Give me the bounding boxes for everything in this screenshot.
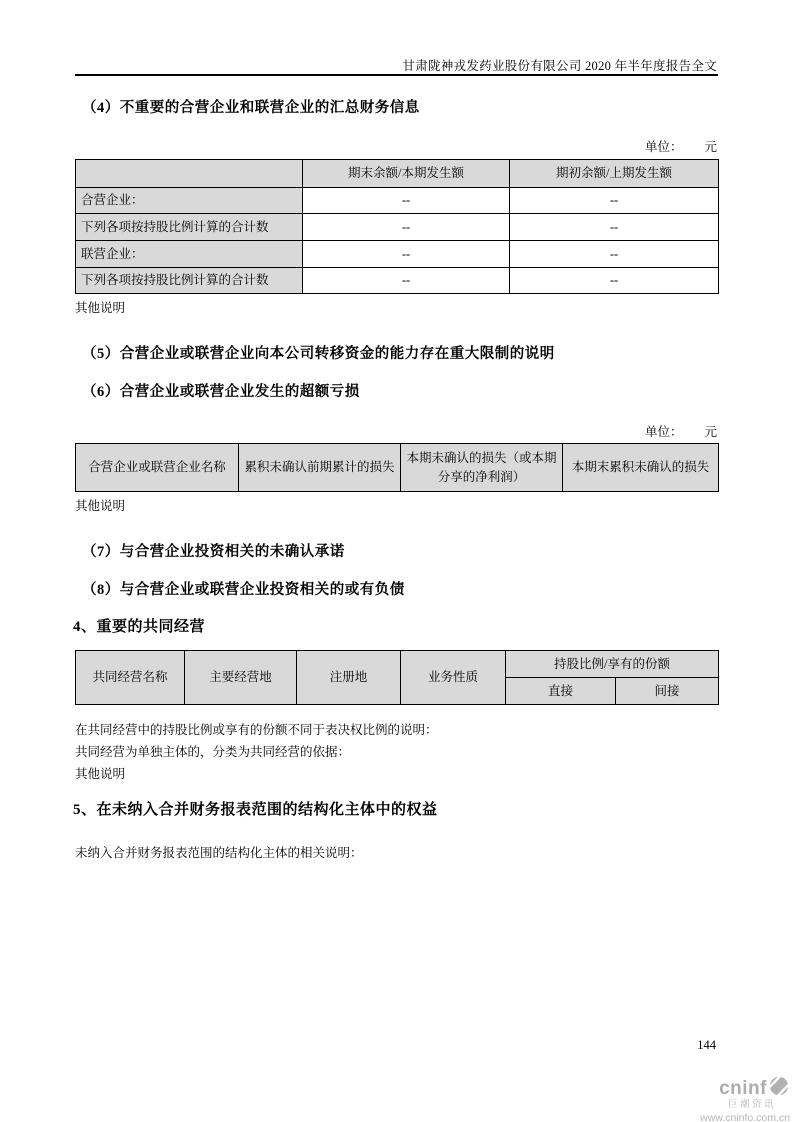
summary-header-empty bbox=[76, 160, 303, 188]
unit-label: 单位： bbox=[644, 425, 683, 439]
joint-header-share-group: 持股比例/享有的份额 bbox=[506, 651, 719, 678]
row-label: 下列各项按持股比例计算的合计数 bbox=[76, 268, 303, 294]
summary-header-beginning: 期初余额/上期发生额 bbox=[510, 160, 719, 188]
section-7-title: （7）与合营企业投资相关的未确认承诺 bbox=[82, 544, 345, 560]
page-number: 144 bbox=[697, 1038, 716, 1052]
section-6-title: （6）合营企业或联营企业发生的超额亏损 bbox=[82, 384, 360, 400]
structured-entity-note: 未纳入合并财务报表范围的结构化主体的相关说明： bbox=[75, 846, 363, 860]
table-row bbox=[76, 188, 719, 214]
row-label: 联营企业： bbox=[76, 241, 303, 268]
section-5-title: （5）合营企业或联营企业向本公司转移资金的能力存在重大限制的说明 bbox=[82, 346, 555, 362]
excess-header-prior: 累积未确认前期累计的损失 bbox=[239, 444, 401, 492]
excess-header-current: 本期未确认的损失（或本期分享的净利润） bbox=[401, 444, 563, 492]
cninfo-logo bbox=[700, 1075, 790, 1122]
summary-header-ending: 期末余额/本期发生额 bbox=[303, 160, 510, 188]
table-row bbox=[76, 214, 719, 241]
unit-value: 元 bbox=[704, 140, 717, 154]
joint-header-name: 共同经营名称 bbox=[76, 651, 185, 705]
cell-value: -- bbox=[303, 214, 510, 241]
section-4-title: （4）不重要的合营企业和联营企业的汇总财务信息 bbox=[82, 100, 420, 116]
cell-value: -- bbox=[510, 241, 719, 268]
row-label: 合营企业： bbox=[76, 188, 303, 214]
summary-financials-table bbox=[75, 159, 719, 294]
cninfo-brand-text: cninf bbox=[719, 1078, 767, 1099]
cell-value: -- bbox=[303, 241, 510, 268]
unit-label: 单位： bbox=[644, 140, 683, 154]
major-section-4-title: 4、重要的共同经营 bbox=[73, 619, 206, 635]
joint-header-registered: 注册地 bbox=[297, 651, 401, 705]
unit-line-2 bbox=[645, 422, 717, 440]
table-row bbox=[76, 241, 719, 268]
row-label: 下列各项按持股比例计算的合计数 bbox=[76, 214, 303, 241]
other-note-1: 其他说明 bbox=[75, 301, 126, 315]
joint-operation-table bbox=[75, 650, 719, 705]
header-rule bbox=[75, 74, 718, 76]
cninfo-url: www.cninfo.com.cn bbox=[700, 1111, 790, 1122]
joint-entity-note: 共同经营为单独主体的，分类为共同经营的依据： bbox=[75, 745, 351, 759]
cell-value: -- bbox=[303, 268, 510, 294]
unit-line-1 bbox=[645, 137, 717, 155]
joint-header-indirect: 间接 bbox=[616, 678, 719, 705]
cell-value: -- bbox=[303, 188, 510, 214]
cell-value: -- bbox=[510, 188, 719, 214]
unit-value: 元 bbox=[704, 425, 717, 439]
other-note-2: 其他说明 bbox=[75, 499, 126, 513]
cninfo-swirl-icon bbox=[768, 1075, 790, 1097]
joint-header-business: 业务性质 bbox=[401, 651, 506, 705]
excess-header-ending: 本期末累积未确认的损失 bbox=[563, 444, 719, 492]
excess-header-name: 合营企业或联营企业名称 bbox=[76, 444, 239, 492]
joint-header-place: 主要经营地 bbox=[185, 651, 297, 705]
major-section-5-title: 5、在未纳入合并财务报表范围的结构化主体中的权益 bbox=[73, 802, 438, 818]
excess-loss-table bbox=[75, 443, 719, 492]
cell-value: -- bbox=[510, 268, 719, 294]
document-header: 甘肃陇神戎发药业股份有限公司 2020 年半年度报告全文 bbox=[402, 59, 717, 73]
cninfo-chinese-name: 巨潮资讯 bbox=[727, 1099, 776, 1110]
section-8-title: （8）与合营企业或联营企业投资相关的或有负债 bbox=[82, 582, 405, 598]
joint-ratio-note: 在共同经营中的持股比例或享有的份额不同于表决权比例的说明： bbox=[75, 723, 438, 737]
other-note-3: 其他说明 bbox=[75, 767, 126, 781]
table-row bbox=[76, 268, 719, 294]
joint-header-direct: 直接 bbox=[506, 678, 616, 705]
cell-value: -- bbox=[510, 214, 719, 241]
